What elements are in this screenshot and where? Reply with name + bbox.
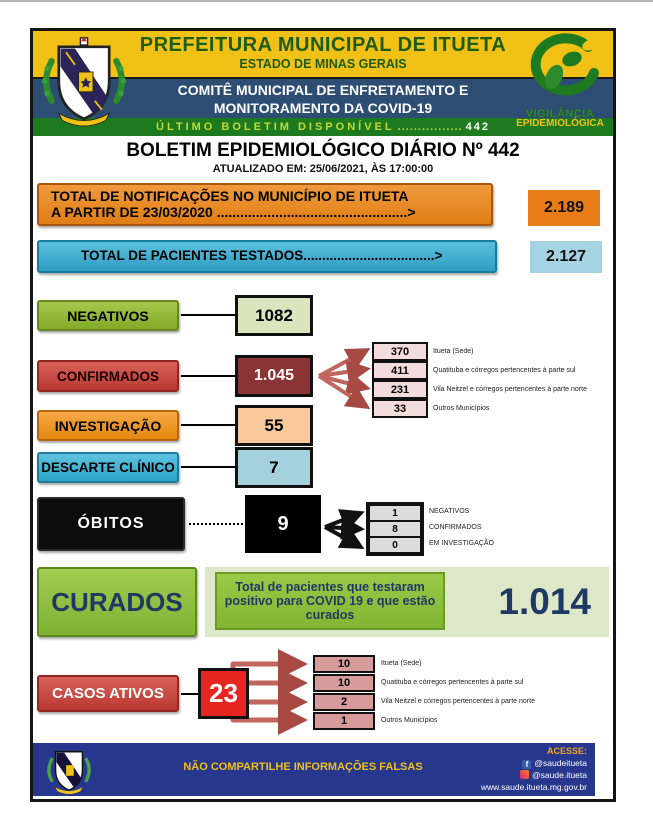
confirmados-connector	[181, 375, 235, 377]
investigacao-bar: INVESTIGAÇÃO	[37, 410, 179, 441]
confirmados-bar: CONFIRMADOS	[37, 360, 179, 392]
last-bulletin-dots: ................	[397, 121, 463, 133]
notifications-label-line1: TOTAL DE NOTIFICAÇÕES NO MUNICÍPIO DE ITUETA	[51, 188, 409, 204]
obitos-negativos-value: 1	[369, 505, 421, 521]
ativos-outros-value: 1	[313, 712, 375, 730]
confirmados-quatituba-label: Quatituba e córregos pertencentes à parte sul	[433, 367, 576, 374]
ativos-itueta-value: 10	[313, 655, 375, 673]
footer-instagram-row	[481, 769, 587, 781]
confirmados-vila-neitzel-label: Vila Neitzel e córregos pertencentes à parte norte	[433, 386, 587, 393]
curados-panel	[205, 567, 609, 637]
committee-line1: COMITÊ MUNICIPAL DE ENFRETAMENTO E	[177, 82, 469, 98]
last-bulletin-label: ÚLTIMO BOLETIM DISPONÍVEL	[156, 121, 395, 133]
investigacao-connector	[181, 424, 235, 426]
last-bulletin-number: 442	[465, 121, 490, 133]
vigilancia-line2: EPIDEMIOLÓGICA	[516, 118, 604, 129]
confirmados-value: 1.045	[235, 355, 313, 397]
confirmados-outros-label: Outros Municípios	[433, 405, 490, 412]
footer-facebook-handle: @saudeitueta	[534, 758, 587, 768]
ativos-outros-label: Outros Municípios	[381, 717, 438, 724]
ativos-quatituba-label: Quatituba e córregos pertencentes à parte sul	[381, 679, 524, 686]
obitos-confirmados-value: 8	[369, 521, 421, 537]
bulletin-updated-at: ATUALIZADO EM: 25/06/2021, ÀS 17:00:00	[212, 163, 434, 175]
facebook-icon: f	[522, 760, 531, 769]
footer-crest-icon	[45, 745, 93, 795]
obitos-bar: ÓBITOS	[37, 497, 185, 551]
obitos-investigacao-value: 0	[369, 537, 421, 553]
instagram-icon	[520, 770, 529, 779]
confirmados-outros-value: 33	[372, 399, 428, 418]
footer-instagram-handle: @saude.itueta	[532, 770, 587, 780]
vigilancia-line1: VIGILÂNCIA	[525, 108, 595, 120]
obitos-arrows	[323, 505, 365, 557]
descarte-connector	[181, 466, 235, 468]
notifications-label-line2: A PARTIR DE 23/03/2020 .................................................>	[51, 204, 416, 220]
descarte-value: 7	[235, 447, 313, 488]
notifications-bar	[37, 183, 493, 226]
curados-value: 1.014	[498, 581, 591, 622]
obitos-connector	[189, 523, 243, 525]
top-divider	[0, 0, 653, 2]
ativos-vila-neitzel-label: Vila Neitzel e córregos pertencentes à parte norte	[381, 698, 535, 705]
negativos-bar: NEGATIVOS	[37, 300, 179, 331]
confirmados-itueta-value: 370	[372, 342, 428, 361]
confirmados-quatituba-value: 411	[372, 361, 428, 380]
tested-bar: TOTAL DE PACIENTES TESTADOS...................................>	[37, 240, 497, 273]
bulletin-title: BOLETIM EPIDEMIOLÓGICO DIÁRIO Nº 442	[126, 140, 520, 161]
tested-value: 2.127	[530, 241, 602, 273]
confirmados-vila-neitzel-value: 231	[372, 380, 428, 399]
ativos-itueta-label: Itueta (Sede)	[381, 660, 422, 667]
descarte-clinico-bar: DESCARTE CLÍNICO	[37, 452, 179, 483]
state-subtitle: ESTADO DE MINAS GERAIS	[239, 57, 407, 71]
confirmados-itueta-label: Itueta (Sede)	[433, 348, 474, 355]
negativos-value: 1082	[235, 295, 313, 336]
curados-bar: CURADOS	[37, 567, 197, 637]
ativos-quatituba-value: 10	[313, 674, 375, 692]
confirmados-arrows	[315, 339, 371, 419]
footer-message: NÃO COMPARTILHE INFORMAÇÕES FALSAS	[183, 761, 423, 773]
casos-ativos-value: 23	[198, 668, 249, 719]
footer-website: www.saude.itueta.mg.gov.br	[480, 782, 587, 792]
obitos-confirmados-label: CONFIRMADOS	[429, 524, 482, 531]
footer-access-label: ACESSE:	[546, 746, 587, 756]
obitos-value: 9	[245, 495, 321, 553]
casos-ativos-bar: CASOS ATIVOS	[37, 675, 179, 712]
municipality-title: PREFEITURA MUNICIPAL DE ITUETA	[139, 34, 507, 56]
obitos-investigacao-label: EM INVESTIGAÇÃO	[429, 540, 494, 547]
negativos-connector	[181, 314, 235, 316]
casos-ativos-connector	[181, 693, 198, 695]
investigacao-value: 55	[235, 405, 313, 446]
committee-line2: MONITORAMENTO DA COVID-19	[213, 100, 433, 116]
obitos-breakdown-group	[366, 502, 424, 556]
footer-facebook-row	[481, 757, 587, 769]
ativos-vila-neitzel-value: 2	[313, 693, 375, 711]
footer-band	[33, 743, 595, 796]
vigilancia-logo	[510, 33, 610, 134]
notifications-value: 2.189	[528, 190, 600, 226]
city-crest-icon	[39, 34, 129, 128]
footer-contact-block	[481, 745, 587, 793]
bulletin-frame	[30, 28, 616, 802]
curados-description: Total de pacientes que testaram positivo para COVID 19 e que estão curados	[215, 572, 445, 630]
obitos-negativos-label: NEGATIVOS	[429, 508, 470, 515]
